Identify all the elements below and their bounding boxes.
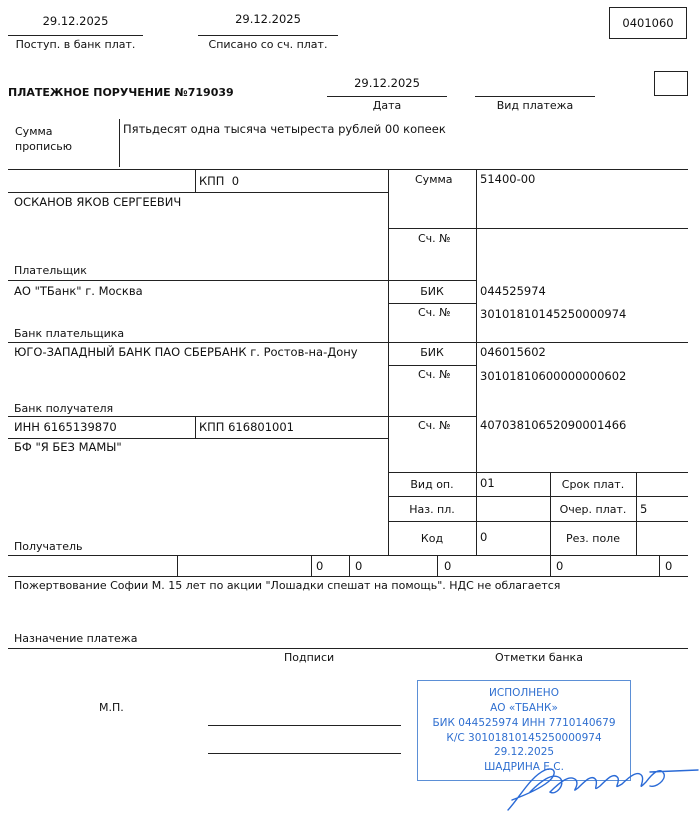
- payee-acc: 40703810652090001466: [480, 418, 627, 432]
- grid-line: [177, 555, 178, 576]
- received-date-line: [8, 35, 143, 36]
- srok-label: Срок плат.: [561, 478, 625, 491]
- page-title: ПЛАТЕЖНОЕ ПОРУЧЕНИЕ №719039: [8, 86, 234, 99]
- debited-date: 29.12.2025: [235, 12, 301, 26]
- grid-line: [636, 472, 637, 555]
- vid-op-label: Вид оп.: [410, 478, 454, 491]
- purpose-text: Пожертвование Софии М. 15 лет по акции "Лошадки спешат на помощь". НДС не облагается: [14, 579, 561, 592]
- form-code: 0401060: [622, 16, 674, 30]
- payee-bik-label: БИК: [420, 346, 444, 359]
- received-date: 29.12.2025: [42, 14, 109, 28]
- grid-line: [8, 416, 476, 417]
- grid-line: [195, 169, 196, 192]
- payee-bank-acc: 30101810600000000602: [480, 369, 627, 383]
- signature-line-2: [208, 753, 401, 754]
- grid-line: [8, 438, 388, 439]
- order-date-line: [327, 96, 447, 97]
- payee-bank-name: ЮГО-ЗАПАДНЫЙ БАНК ПАО СБЕРБАНК г. Ростов-на-Дону: [14, 345, 358, 359]
- tax-cell: 0: [316, 559, 324, 573]
- grid-line: [388, 496, 688, 497]
- payee-kpp: КПП 616801001: [199, 420, 294, 434]
- signature-line-1: [208, 725, 401, 726]
- grid-line: [8, 555, 688, 556]
- payer-bank-label: Банк плательщика: [14, 327, 125, 340]
- grid-line: [195, 416, 196, 438]
- grid-line: [388, 303, 476, 304]
- payer-bank-acc: 30101810145250000974: [480, 307, 627, 321]
- grid-line: [388, 169, 389, 555]
- grid-line: [8, 342, 688, 343]
- amount-words-label-2: прописью: [15, 140, 73, 153]
- grid-line: [476, 169, 477, 555]
- tax-cell: 0: [355, 559, 363, 573]
- payee-label: Получатель: [14, 540, 83, 553]
- mp-label: М.П.: [99, 701, 124, 714]
- kod-label: Код: [420, 532, 444, 545]
- payer-bank-name: АО "ТБанк" г. Москва: [14, 284, 143, 298]
- vid-op-value: 01: [480, 476, 495, 490]
- tax-cell: 0: [444, 559, 452, 573]
- grid-line: [659, 555, 660, 576]
- grid-line: [388, 472, 688, 473]
- bank-marks-label: Отметки банка: [495, 651, 583, 664]
- grid-line: [388, 228, 688, 229]
- handwritten-signature: [500, 752, 700, 817]
- payer-kpp-value: 0: [231, 174, 240, 188]
- signatures-label: Подписи: [284, 651, 335, 664]
- amount-label: Сумма: [415, 173, 453, 186]
- grid-line: [437, 555, 438, 576]
- amount-words-divider: [119, 119, 120, 167]
- form-code-box: [609, 7, 687, 39]
- grid-line: [8, 192, 388, 193]
- payer-label: Плательщик: [14, 264, 87, 277]
- order-date: 29.12.2025: [354, 76, 420, 90]
- order-date-label: Дата: [372, 99, 402, 112]
- payment-type-label: Вид платежа: [496, 99, 574, 112]
- payment-type-box: [654, 71, 688, 96]
- payer-account-label: Сч. №: [418, 232, 451, 245]
- ocher-value: 5: [640, 502, 648, 516]
- stamp-line: БИК 044525974 ИНН 7710140679: [432, 717, 616, 729]
- payee-inn: ИНН 6165139870: [14, 420, 117, 434]
- stamp-line: К/С 30101810145250000974: [446, 732, 602, 744]
- grid-line: [8, 576, 688, 577]
- grid-line: [349, 555, 350, 576]
- tax-cell: 0: [556, 559, 564, 573]
- kod-value: 0: [480, 530, 488, 544]
- payer-kpp: [199, 175, 239, 188]
- naz-pl-label: Наз. пл.: [409, 503, 455, 516]
- stamp-line: 29.12.2025: [493, 746, 555, 758]
- ocher-label: Очер. плат.: [559, 503, 627, 516]
- payee-bik: 046015602: [480, 345, 546, 359]
- payee-bank-acc-label: Сч. №: [418, 368, 451, 381]
- received-label: Поступ. в банк плат.: [15, 38, 136, 51]
- payee-bank-label: Банк получателя: [14, 402, 114, 415]
- payer-name: ОСКАНОВ ЯКОВ СЕРГЕЕВИЧ: [14, 195, 182, 209]
- payer-kpp-label: КПП: [199, 174, 225, 188]
- debited-date-line: [198, 35, 338, 36]
- grid-line: [8, 648, 688, 649]
- rez-label: Рез. поле: [566, 532, 620, 545]
- payee-acc-label: Сч. №: [418, 419, 451, 432]
- payee-name: БФ "Я БЕЗ МАМЫ": [14, 440, 122, 454]
- payment-type-line: [475, 96, 595, 97]
- payer-bik: 044525974: [480, 284, 546, 298]
- stamp-line: АО «ТБАНК»: [490, 702, 558, 714]
- payer-bank-acc-label: Сч. №: [418, 306, 451, 319]
- stamp-line: ИСПОЛНЕНО: [489, 687, 559, 699]
- purpose-label: Назначение платежа: [14, 632, 138, 645]
- grid-line: [388, 365, 476, 366]
- amount-value: 51400-00: [480, 172, 536, 186]
- grid-line: [388, 521, 688, 522]
- tax-cell: 0: [665, 559, 673, 573]
- grid-line: [550, 555, 551, 576]
- payer-bik-label: БИК: [420, 285, 444, 298]
- grid-line: [8, 169, 688, 170]
- debited-label: Списано со сч. плат.: [208, 38, 328, 51]
- grid-line: [8, 280, 476, 281]
- grid-line: [311, 555, 312, 576]
- amount-words-label-1: Сумма: [15, 125, 53, 138]
- amount-words-value: Пятьдесят одна тысяча четыреста рублей 00 копеек: [123, 122, 446, 136]
- stamp-line: ШАДРИНА Е.С.: [484, 761, 564, 773]
